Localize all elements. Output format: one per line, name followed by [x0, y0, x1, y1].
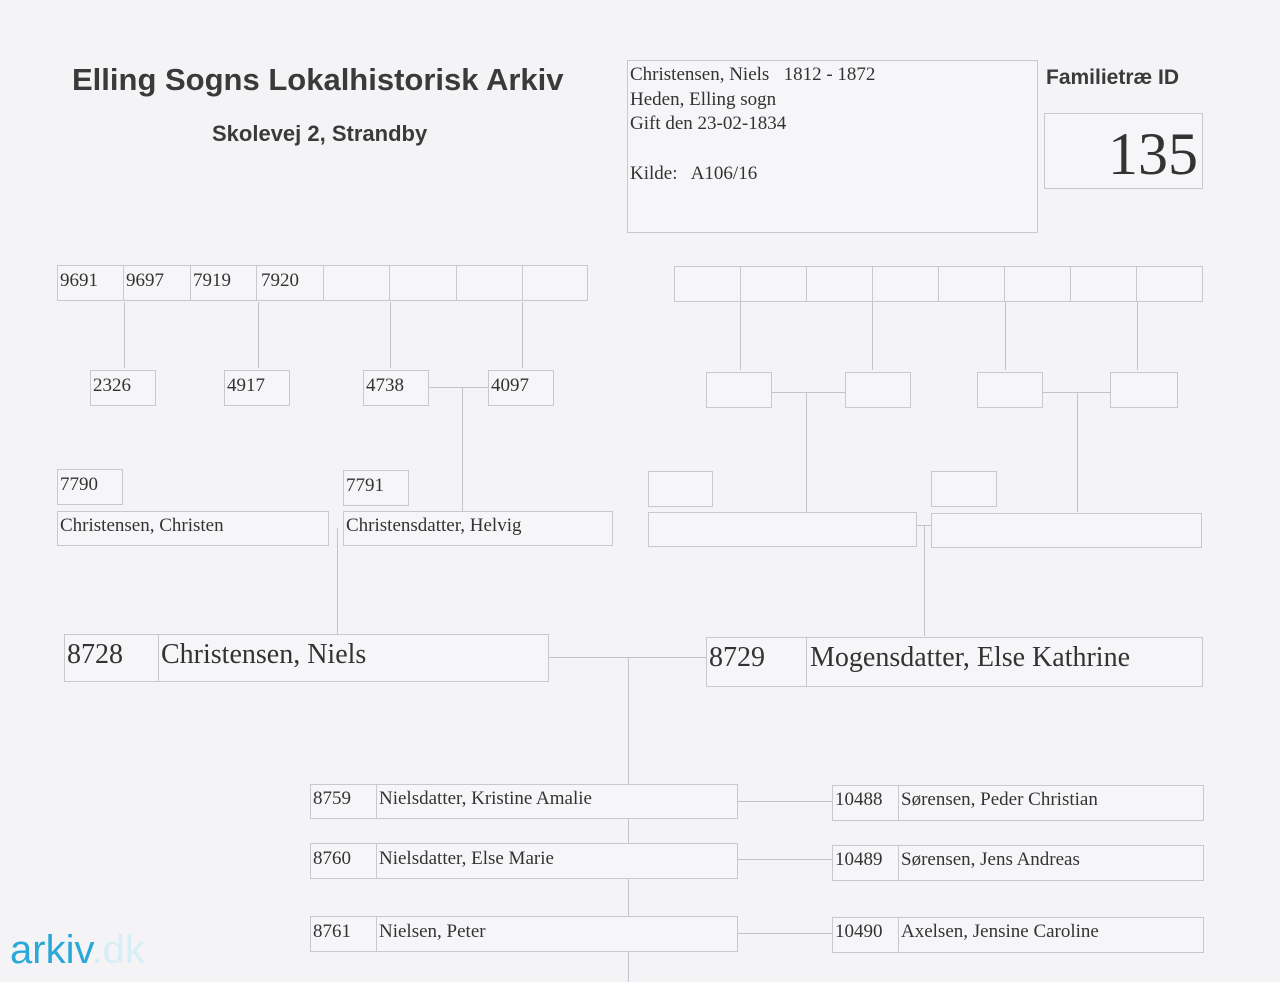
archive-title: Elling Sogns Lokalhistorisk Arkiv	[72, 62, 564, 97]
great-grandparent-id: 9697	[126, 270, 164, 291]
parent-id-box-empty	[931, 471, 997, 507]
grandparent-id: 4917	[227, 375, 265, 396]
archive-address: Skolevej 2, Strandby	[212, 121, 428, 146]
family-tree-id-box	[1044, 113, 1203, 189]
great-grandparents-left-row	[57, 265, 588, 301]
spouse-name: Sørensen, Peder Christian	[901, 789, 1098, 810]
arkiv-dk-watermark	[10, 928, 145, 973]
grandparent-box-empty	[1110, 372, 1178, 408]
grandparent-id: 4097	[491, 375, 529, 396]
mother-parent-id: 7791	[346, 475, 384, 496]
great-grandparents-right-row	[674, 266, 1203, 302]
grandparent-id: 2326	[93, 375, 131, 396]
wife-name: Mogensdatter, Else Kathrine	[810, 642, 1131, 673]
family-tree-id-value: 135	[1108, 121, 1198, 187]
child-id: 8759	[313, 788, 351, 809]
parent-name-box-empty	[648, 512, 917, 547]
great-grandparent-id: 7919	[193, 270, 231, 291]
spouse-id: 10489	[835, 849, 883, 870]
child-name: Nielsdatter, Else Marie	[379, 848, 554, 869]
great-grandparent-id: 7920	[261, 270, 299, 291]
info-line-source: Kilde: A106/16	[630, 163, 758, 184]
child-box	[310, 916, 738, 952]
spouse-id: 10490	[835, 921, 883, 942]
mother-parent-name-box	[343, 511, 613, 546]
child-id: 8761	[313, 921, 351, 942]
info-line-married: Gift den 23-02-1834	[630, 113, 787, 134]
wife-box	[706, 637, 1203, 687]
great-grandparent-id: 9691	[60, 270, 98, 291]
family-tree-id-label: Familietræ ID	[1046, 66, 1180, 89]
spouse-name: Sørensen, Jens Andreas	[901, 849, 1080, 870]
grandparent-box	[363, 370, 429, 406]
child-id: 8760	[313, 848, 351, 869]
grandparent-box-empty	[977, 372, 1043, 408]
child-name: Nielsdatter, Kristine Amalie	[379, 788, 592, 809]
spouse-id: 10488	[835, 789, 883, 810]
grandparent-box	[224, 370, 290, 406]
mother-parent-id-box	[343, 470, 409, 506]
info-line-place: Heden, Elling sogn	[630, 89, 777, 110]
parent-id-box-empty	[648, 471, 713, 507]
father-parent-id-box	[57, 469, 123, 505]
info-box	[627, 60, 1038, 233]
spouse-box	[832, 917, 1204, 953]
spouse-name: Axelsen, Jensine Caroline	[901, 921, 1099, 942]
wife-id: 8729	[709, 642, 765, 673]
husband-box	[64, 634, 549, 682]
mother-parent-name: Christensdatter, Helvig	[346, 515, 522, 536]
child-box	[310, 784, 738, 819]
grandparent-id: 4738	[366, 375, 404, 396]
spouse-box	[832, 845, 1204, 881]
husband-name: Christensen, Niels	[161, 639, 367, 670]
watermark-dk: .dk	[91, 928, 145, 972]
husband-id: 8728	[67, 639, 123, 670]
parent-name-box-empty	[931, 513, 1202, 548]
grandparent-box-empty	[845, 372, 911, 408]
spouse-box	[832, 785, 1204, 821]
father-parent-id: 7790	[60, 474, 98, 495]
grandparent-box-empty	[706, 372, 772, 408]
father-parent-name: Christensen, Christen	[60, 515, 224, 536]
child-name: Nielsen, Peter	[379, 921, 486, 942]
watermark-arkiv: arkiv	[10, 928, 92, 972]
father-parent-name-box	[57, 511, 329, 546]
grandparent-box	[90, 370, 156, 406]
info-line-name-dates: Christensen, Niels 1812 - 1872	[630, 64, 876, 85]
grandparent-box	[488, 370, 554, 406]
child-box	[310, 843, 738, 879]
